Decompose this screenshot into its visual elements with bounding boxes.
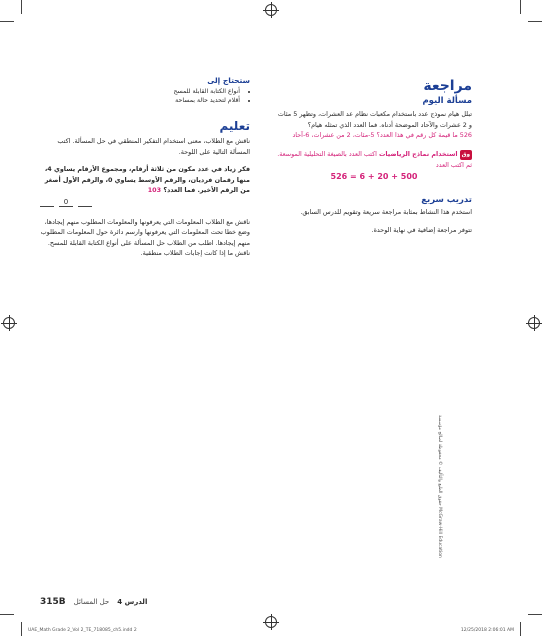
extra-review-text: تتوفر مراجعة إضافية في نهاية الوحدة. [371,226,472,234]
model-block [276,149,472,171]
model-heading: استخدام نماذج الرياضيات [378,149,458,158]
lesson-label: الدرس 4 [117,598,148,606]
trim-mark [21,0,22,14]
page-footer [40,597,240,607]
blank-line [40,198,54,207]
discussion-text: ناقش مع الطلاب المعلومات التي يعرفونها والمعلومات المطلوب منهم إيجادها، وضع خطا تحت المعلومات التي يعرفونها وارسم دائرة حول المعلومات المطلوب منهم إيجادها. اطلب من الطلاب حل المسألة على أنواع الكتابة القابلة للمسح. ناقش ما إذا كانت إجابات الطلاب منطقية. [40,217,250,257]
problem-question: فكر زياد في عدد مكون من ثلاثة أرقام، ومجموع الأرقام يساوي 4، منها رقمان فرديان، والرقم الأوسط يساوي 0، والرقم الأول أصغر من الرقم الأخير. فما العدد؟ [44,165,250,194]
registration-mark-left [3,317,15,329]
daily-problem-text: تبلل هيام نموذج عدد باستخدام مكعبات نظام عد العشرات، وتظهر 5 مئات و 2 عشرات والآحاد الموضحة أدناه. فما العدد الذي تمثله هيام؟ [277,110,472,129]
slug-left: UAE_Math Grade 2_Vol 2_TE_718085_ch5.indd 2 [28,628,137,633]
slug-right: 12/25/2018 2:06:01 AM [460,628,514,633]
review-title: مراجعة [423,78,472,94]
trim-mark [528,614,542,615]
trim-mark [0,21,14,22]
problem-text [40,164,250,196]
model-text: اكتب العدد بالصيغة التحليلية الموسعة. ثم اكتب العدد [277,149,472,169]
materials-list [40,87,250,105]
answer-line: 526 ما قيمة كل رقم في هذا العدد؟ [376,131,472,139]
expanded-form: 500 + 20 + 6 = 526 [330,171,418,181]
quick-practice-text: استخدم هذا النشاط بمثابة مراجعة سريعة وتقويم للدرس السابق. [300,207,472,216]
answer-values: 5-مئات، 2 من عشرات، 6-آحاد [292,131,375,139]
daily-problem-title: مسألة اليوم [422,96,472,106]
lesson-title: حل المسائل [73,598,110,606]
trim-mark [0,614,14,615]
right-column [276,78,472,236]
trim-mark [21,622,22,636]
materials-item: • أنواع الكتابة القابلة للمسح [40,87,240,96]
copyright-text: حقوق الطبع والتأليف © محفوظة لصالح مؤسسة McGraw-Hill Education [437,415,442,558]
materials-item: • أقلام لتحديد حالة بمساحة [40,96,240,105]
blank-line [78,198,92,207]
registration-mark-right [528,317,540,329]
trim-mark [520,0,521,14]
model-badge: وق [460,150,472,161]
materials-title: ستحتاج إلى [207,76,250,85]
quick-practice-title: تدريب سريع [421,194,472,205]
page-number: 315B [40,597,66,607]
daily-problem-answer [276,130,472,141]
instruction-text: ناقش مع الطلاب، معنى استخدام التفكير المنطقي في حل المسألة. اكتب المسألة التالية على اللوحة. [57,137,250,156]
blank-middle-digit: 0 [59,198,73,207]
problem-answer: 103 [147,186,162,194]
trim-mark [520,622,521,636]
blank-digits [40,198,250,207]
instruction-title: تعليم [219,119,250,133]
registration-mark-top [265,4,277,16]
trim-mark [528,21,542,22]
registration-mark-bottom [265,616,277,628]
left-column [40,76,250,259]
